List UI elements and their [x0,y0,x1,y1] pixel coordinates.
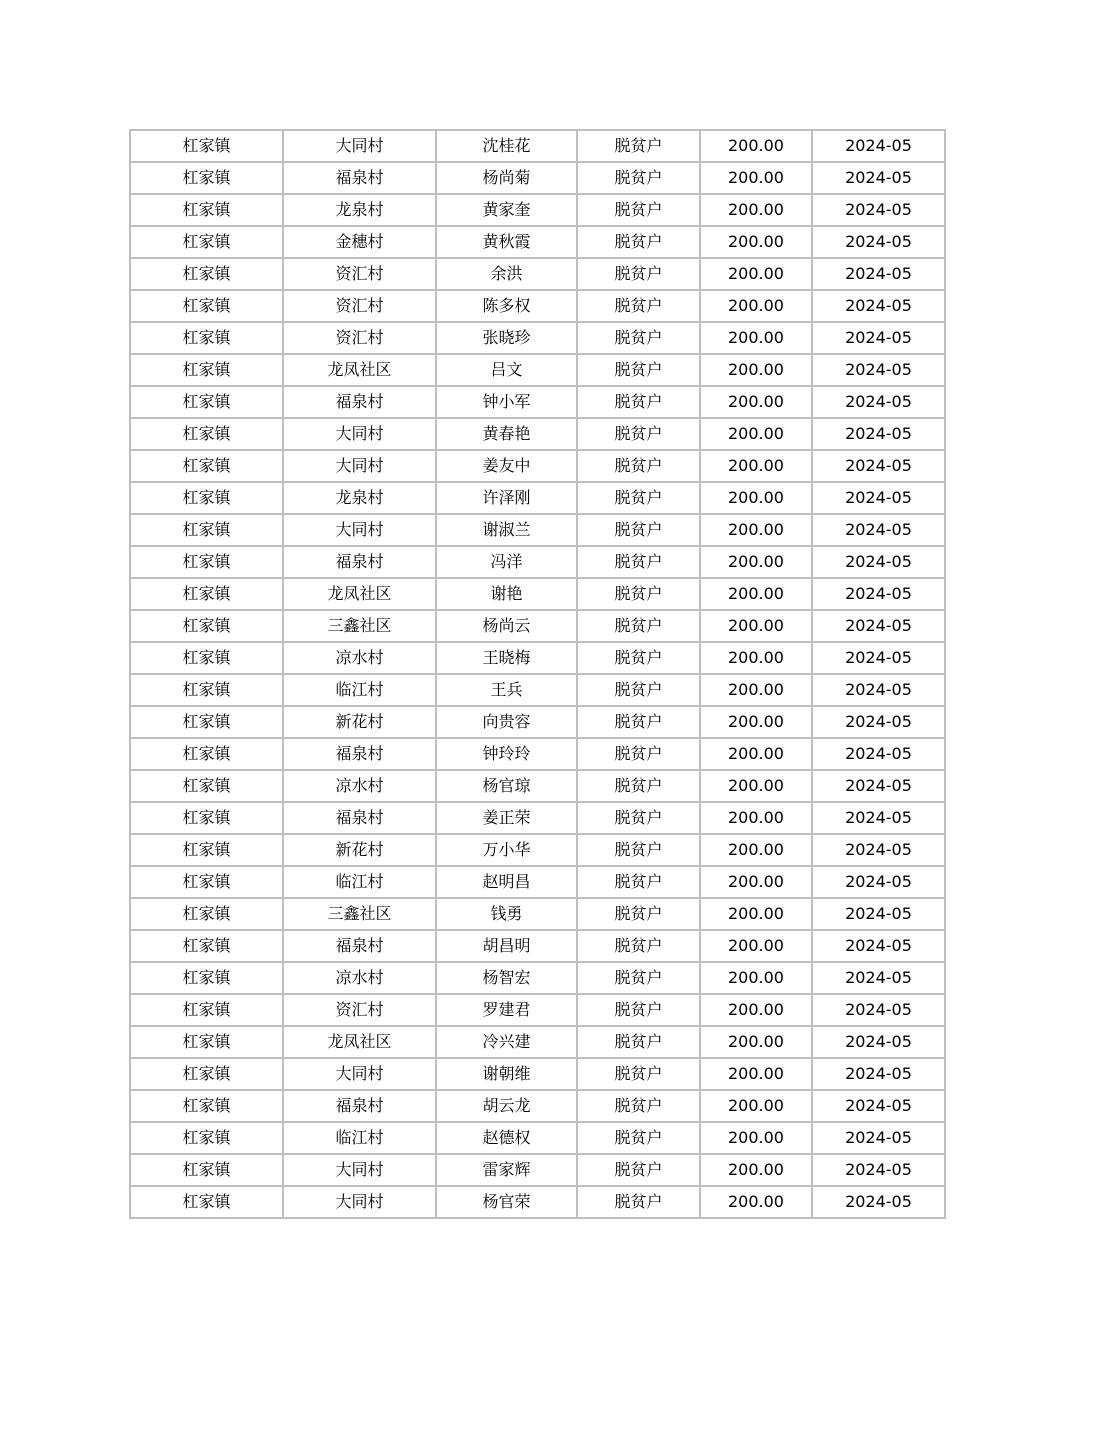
period-cell: 2024-05 [812,930,945,962]
name-cell: 罗建君 [436,994,577,1026]
table-row [130,738,945,770]
town-cell: 杠家镇 [130,994,283,1026]
name-cell: 雷家辉 [436,1154,577,1186]
table-row [130,546,945,578]
village-cell: 大同村 [283,1058,436,1090]
period-cell: 2024-05 [812,994,945,1026]
town-cell: 杠家镇 [130,866,283,898]
village-cell: 新花村 [283,706,436,738]
data-table [129,129,946,1219]
category-cell: 脱贫户 [577,1186,700,1218]
table-row [130,514,945,546]
period-cell: 2024-05 [812,322,945,354]
village-cell: 大同村 [283,450,436,482]
village-cell: 三鑫社区 [283,610,436,642]
table-row [130,130,945,162]
town-cell: 杠家镇 [130,1058,283,1090]
table-row [130,994,945,1026]
town-cell: 杠家镇 [130,738,283,770]
town-cell: 杠家镇 [130,514,283,546]
table-row [130,962,945,994]
category-cell: 脱贫户 [577,770,700,802]
village-cell: 福泉村 [283,738,436,770]
table-row [130,162,945,194]
name-cell: 许泽刚 [436,482,577,514]
period-cell: 2024-05 [812,546,945,578]
village-cell: 凉水村 [283,642,436,674]
period-cell: 2024-05 [812,706,945,738]
period-cell: 2024-05 [812,258,945,290]
village-cell: 大同村 [283,1154,436,1186]
category-cell: 脱贫户 [577,226,700,258]
name-cell: 姜友中 [436,450,577,482]
period-cell: 2024-05 [812,802,945,834]
category-cell: 脱贫户 [577,1090,700,1122]
amount-cell: 200.00 [700,1122,812,1154]
table-row [130,418,945,450]
category-cell: 脱贫户 [577,194,700,226]
name-cell: 胡昌明 [436,930,577,962]
name-cell: 吕文 [436,354,577,386]
name-cell: 沈桂花 [436,130,577,162]
name-cell: 张晓珍 [436,322,577,354]
village-cell: 福泉村 [283,546,436,578]
amount-cell: 200.00 [700,898,812,930]
category-cell: 脱贫户 [577,1026,700,1058]
category-cell: 脱贫户 [577,290,700,322]
village-cell: 凉水村 [283,770,436,802]
amount-cell: 200.00 [700,674,812,706]
table-row [130,1154,945,1186]
category-cell: 脱贫户 [577,546,700,578]
amount-cell: 200.00 [700,290,812,322]
period-cell: 2024-05 [812,386,945,418]
table-row [130,258,945,290]
name-cell: 陈多权 [436,290,577,322]
period-cell: 2024-05 [812,354,945,386]
village-cell: 大同村 [283,1186,436,1218]
name-cell: 杨官荣 [436,1186,577,1218]
category-cell: 脱贫户 [577,578,700,610]
period-cell: 2024-05 [812,418,945,450]
category-cell: 脱贫户 [577,258,700,290]
town-cell: 杠家镇 [130,898,283,930]
period-cell: 2024-05 [812,450,945,482]
amount-cell: 200.00 [700,194,812,226]
name-cell: 冷兴建 [436,1026,577,1058]
table-row [130,1186,945,1218]
amount-cell: 200.00 [700,514,812,546]
town-cell: 杠家镇 [130,130,283,162]
table-row [130,834,945,866]
amount-cell: 200.00 [700,738,812,770]
category-cell: 脱贫户 [577,1122,700,1154]
name-cell: 钟玲玲 [436,738,577,770]
table-row [130,642,945,674]
village-cell: 龙泉村 [283,194,436,226]
category-cell: 脱贫户 [577,322,700,354]
town-cell: 杠家镇 [130,418,283,450]
table-row [130,578,945,610]
category-cell: 脱贫户 [577,1058,700,1090]
name-cell: 杨官琼 [436,770,577,802]
name-cell: 谢淑兰 [436,514,577,546]
village-cell: 资汇村 [283,994,436,1026]
village-cell: 福泉村 [283,162,436,194]
category-cell: 脱贫户 [577,802,700,834]
category-cell: 脱贫户 [577,866,700,898]
amount-cell: 200.00 [700,354,812,386]
period-cell: 2024-05 [812,1026,945,1058]
town-cell: 杠家镇 [130,706,283,738]
period-cell: 2024-05 [812,898,945,930]
town-cell: 杠家镇 [130,322,283,354]
village-cell: 福泉村 [283,802,436,834]
period-cell: 2024-05 [812,578,945,610]
village-cell: 福泉村 [283,1090,436,1122]
name-cell: 向贵容 [436,706,577,738]
category-cell: 脱贫户 [577,162,700,194]
town-cell: 杠家镇 [130,194,283,226]
category-cell: 脱贫户 [577,482,700,514]
period-cell: 2024-05 [812,1122,945,1154]
town-cell: 杠家镇 [130,770,283,802]
table-row [130,1122,945,1154]
amount-cell: 200.00 [700,386,812,418]
village-cell: 福泉村 [283,930,436,962]
amount-cell: 200.00 [700,546,812,578]
amount-cell: 200.00 [700,834,812,866]
amount-cell: 200.00 [700,642,812,674]
category-cell: 脱贫户 [577,1154,700,1186]
town-cell: 杠家镇 [130,962,283,994]
town-cell: 杠家镇 [130,1122,283,1154]
amount-cell: 200.00 [700,1058,812,1090]
village-cell: 新花村 [283,834,436,866]
town-cell: 杠家镇 [130,226,283,258]
table-row [130,706,945,738]
amount-cell: 200.00 [700,322,812,354]
category-cell: 脱贫户 [577,610,700,642]
category-cell: 脱贫户 [577,962,700,994]
name-cell: 胡云龙 [436,1090,577,1122]
name-cell: 杨智宏 [436,962,577,994]
amount-cell: 200.00 [700,866,812,898]
village-cell: 资汇村 [283,322,436,354]
table-row [130,1090,945,1122]
table-row [130,898,945,930]
category-cell: 脱贫户 [577,674,700,706]
name-cell: 王晓梅 [436,642,577,674]
town-cell: 杠家镇 [130,546,283,578]
table-row [130,674,945,706]
category-cell: 脱贫户 [577,514,700,546]
category-cell: 脱贫户 [577,930,700,962]
town-cell: 杠家镇 [130,802,283,834]
town-cell: 杠家镇 [130,930,283,962]
table-row [130,610,945,642]
town-cell: 杠家镇 [130,354,283,386]
table-row [130,802,945,834]
name-cell: 王兵 [436,674,577,706]
town-cell: 杠家镇 [130,386,283,418]
period-cell: 2024-05 [812,962,945,994]
amount-cell: 200.00 [700,450,812,482]
amount-cell: 200.00 [700,482,812,514]
village-cell: 临江村 [283,866,436,898]
amount-cell: 200.00 [700,258,812,290]
table-row [130,482,945,514]
table-row [130,194,945,226]
village-cell: 福泉村 [283,386,436,418]
category-cell: 脱贫户 [577,834,700,866]
town-cell: 杠家镇 [130,1090,283,1122]
table-row [130,1058,945,1090]
name-cell: 钟小军 [436,386,577,418]
name-cell: 谢艳 [436,578,577,610]
name-cell: 余洪 [436,258,577,290]
name-cell: 谢朝维 [436,1058,577,1090]
table-row [130,290,945,322]
village-cell: 龙凤社区 [283,578,436,610]
name-cell: 杨尚菊 [436,162,577,194]
name-cell: 冯洋 [436,546,577,578]
period-cell: 2024-05 [812,1090,945,1122]
category-cell: 脱贫户 [577,642,700,674]
town-cell: 杠家镇 [130,1186,283,1218]
town-cell: 杠家镇 [130,1154,283,1186]
category-cell: 脱贫户 [577,386,700,418]
amount-cell: 200.00 [700,802,812,834]
name-cell: 赵明昌 [436,866,577,898]
category-cell: 脱贫户 [577,354,700,386]
amount-cell: 200.00 [700,1026,812,1058]
period-cell: 2024-05 [812,866,945,898]
table-row [130,226,945,258]
table-row [130,930,945,962]
village-cell: 临江村 [283,674,436,706]
amount-cell: 200.00 [700,610,812,642]
name-cell: 万小华 [436,834,577,866]
village-cell: 大同村 [283,514,436,546]
amount-cell: 200.00 [700,578,812,610]
period-cell: 2024-05 [812,130,945,162]
village-cell: 资汇村 [283,258,436,290]
village-cell: 大同村 [283,418,436,450]
period-cell: 2024-05 [812,834,945,866]
village-cell: 龙泉村 [283,482,436,514]
town-cell: 杠家镇 [130,1026,283,1058]
category-cell: 脱贫户 [577,130,700,162]
period-cell: 2024-05 [812,514,945,546]
period-cell: 2024-05 [812,770,945,802]
village-cell: 三鑫社区 [283,898,436,930]
amount-cell: 200.00 [700,226,812,258]
period-cell: 2024-05 [812,738,945,770]
amount-cell: 200.00 [700,418,812,450]
town-cell: 杠家镇 [130,610,283,642]
amount-cell: 200.00 [700,162,812,194]
table-row [130,354,945,386]
amount-cell: 200.00 [700,130,812,162]
town-cell: 杠家镇 [130,642,283,674]
town-cell: 杠家镇 [130,482,283,514]
name-cell: 黄家奎 [436,194,577,226]
period-cell: 2024-05 [812,482,945,514]
period-cell: 2024-05 [812,1058,945,1090]
name-cell: 姜正荣 [436,802,577,834]
village-cell: 资汇村 [283,290,436,322]
period-cell: 2024-05 [812,1186,945,1218]
amount-cell: 200.00 [700,706,812,738]
name-cell: 杨尚云 [436,610,577,642]
name-cell: 黄春艳 [436,418,577,450]
table-row [130,386,945,418]
category-cell: 脱贫户 [577,898,700,930]
town-cell: 杠家镇 [130,834,283,866]
town-cell: 杠家镇 [130,450,283,482]
name-cell: 赵德权 [436,1122,577,1154]
town-cell: 杠家镇 [130,290,283,322]
name-cell: 黄秋霞 [436,226,577,258]
town-cell: 杠家镇 [130,258,283,290]
table-body [130,130,945,1218]
town-cell: 杠家镇 [130,578,283,610]
village-cell: 龙凤社区 [283,354,436,386]
amount-cell: 200.00 [700,930,812,962]
period-cell: 2024-05 [812,674,945,706]
category-cell: 脱贫户 [577,450,700,482]
period-cell: 2024-05 [812,290,945,322]
table-row [130,866,945,898]
period-cell: 2024-05 [812,226,945,258]
village-cell: 凉水村 [283,962,436,994]
amount-cell: 200.00 [700,962,812,994]
category-cell: 脱贫户 [577,738,700,770]
name-cell: 钱勇 [436,898,577,930]
period-cell: 2024-05 [812,610,945,642]
table-row [130,770,945,802]
period-cell: 2024-05 [812,1154,945,1186]
town-cell: 杠家镇 [130,674,283,706]
table-row [130,450,945,482]
village-cell: 临江村 [283,1122,436,1154]
village-cell: 大同村 [283,130,436,162]
category-cell: 脱贫户 [577,418,700,450]
amount-cell: 200.00 [700,1090,812,1122]
table-row [130,322,945,354]
category-cell: 脱贫户 [577,994,700,1026]
town-cell: 杠家镇 [130,162,283,194]
table-row [130,1026,945,1058]
period-cell: 2024-05 [812,194,945,226]
amount-cell: 200.00 [700,1154,812,1186]
amount-cell: 200.00 [700,994,812,1026]
village-cell: 金穗村 [283,226,436,258]
period-cell: 2024-05 [812,162,945,194]
village-cell: 龙凤社区 [283,1026,436,1058]
amount-cell: 200.00 [700,1186,812,1218]
category-cell: 脱贫户 [577,706,700,738]
period-cell: 2024-05 [812,642,945,674]
amount-cell: 200.00 [700,770,812,802]
